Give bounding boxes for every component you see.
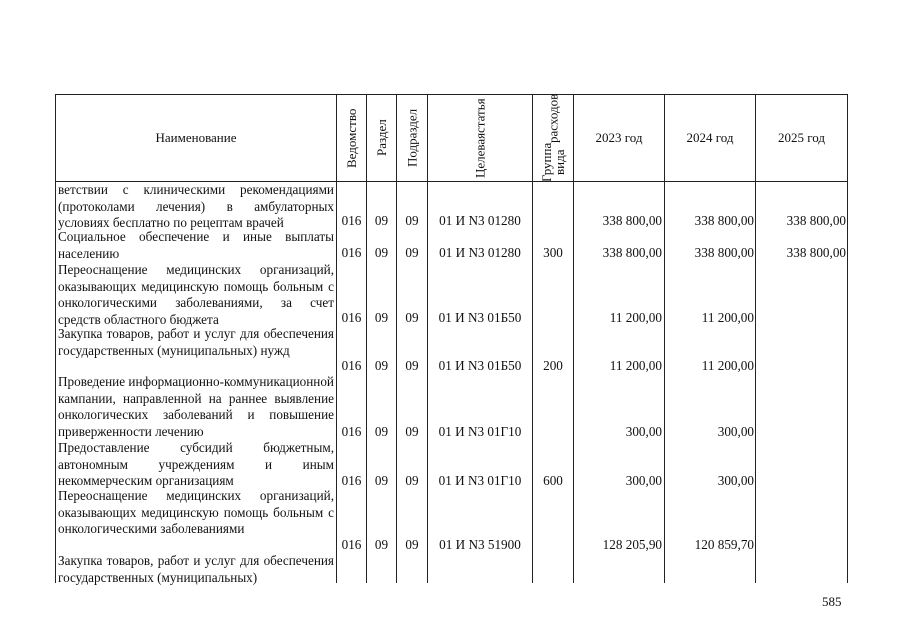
cell-podrazdel: 09 bbox=[405, 424, 419, 439]
cell-vedomstvo: 016 bbox=[341, 213, 362, 228]
header-group-line1: Группа вида bbox=[539, 143, 567, 183]
cell-2023: 11 200,00 bbox=[609, 358, 662, 373]
cell-2024: 11 200,00 bbox=[701, 358, 754, 373]
table-row-name: Переоснащение медицинских организаций, оказывающих медицинскую помощь больным с онкологическими заболеваниями bbox=[58, 488, 334, 536]
cell-2024: 11 200,00 bbox=[701, 310, 754, 325]
cell-2023: 338 800,00 bbox=[602, 213, 662, 228]
cell-target: 01 И N3 01Б50 bbox=[438, 358, 522, 373]
cell-podrazdel: 09 bbox=[405, 537, 419, 552]
cell-vedomstvo: 016 bbox=[341, 310, 362, 325]
cell-razdel: 09 bbox=[374, 473, 389, 488]
header-group-line2: расходов bbox=[545, 93, 561, 144]
cell-2023: 338 800,00 bbox=[602, 245, 662, 260]
cell-group: 600 bbox=[543, 473, 563, 488]
table-row-name: ветствии с клиническими рекомендациями (протоколами лечения) в амбулаторных условиях бесплатно по рецептам врачей bbox=[58, 182, 334, 230]
page-number: 585 bbox=[822, 594, 842, 609]
header-vedomstvo: Ведомство bbox=[344, 108, 359, 168]
cell-target: 01 И N3 01Г10 bbox=[438, 424, 522, 439]
cell-razdel: 09 bbox=[374, 424, 389, 439]
cell-razdel: 09 bbox=[374, 245, 389, 260]
table-row-name: Закупка товаров, работ и услуг для обеспечения государственных (муниципальных) нужд bbox=[58, 326, 334, 358]
col-border-9 bbox=[847, 94, 848, 583]
header-name: Наименование bbox=[155, 130, 237, 145]
cell-2025: 338 800,00 bbox=[786, 245, 846, 260]
cell-2024: 300,00 bbox=[717, 473, 754, 488]
table-row-name: Социальное обеспечение и иные выплаты населению bbox=[58, 229, 334, 261]
cell-2024: 338 800,00 bbox=[694, 245, 754, 260]
header-target-line2: статья bbox=[472, 98, 488, 133]
header-target-line1: Целевая bbox=[472, 132, 488, 178]
cell-target: 01 И N3 01Г10 bbox=[438, 473, 522, 488]
header-razdel: Раздел bbox=[374, 119, 389, 157]
cell-vedomstvo: 016 bbox=[341, 473, 362, 488]
cell-razdel: 09 bbox=[374, 537, 389, 552]
table-row-name: Переоснащение медицинских организаций, оказывающих медицинскую помощь больным с онкологическими заболеваниями, за счет средств областного бюджета bbox=[58, 262, 334, 327]
table-row-name: Предоставление субсидий бюджетным, автономным учреждениям и иным некоммерческим организациям bbox=[58, 440, 334, 488]
cell-podrazdel: 09 bbox=[405, 245, 419, 260]
cell-vedomstvo: 016 bbox=[341, 358, 362, 373]
cell-2024: 120 859,70 bbox=[694, 537, 754, 552]
cell-razdel: 09 bbox=[374, 213, 389, 228]
cell-2023: 300,00 bbox=[625, 473, 662, 488]
cell-target: 01 И N3 01Б50 bbox=[438, 310, 522, 325]
cell-group: 200 bbox=[543, 358, 563, 373]
cell-podrazdel: 09 bbox=[405, 310, 419, 325]
cell-podrazdel: 09 bbox=[405, 213, 419, 228]
cell-podrazdel: 09 bbox=[405, 473, 419, 488]
cell-podrazdel: 09 bbox=[405, 358, 419, 373]
cell-2023: 11 200,00 bbox=[609, 310, 662, 325]
header-expense-group bbox=[533, 95, 573, 181]
cell-2023: 300,00 bbox=[625, 424, 662, 439]
table-row-name: Закупка товаров, работ и услуг для обеспечения государственных (муниципальных) bbox=[58, 553, 334, 585]
cell-target: 01 И N3 01280 bbox=[439, 213, 521, 228]
cell-vedomstvo: 016 bbox=[341, 245, 362, 260]
header-year-2024: 2024 год bbox=[686, 130, 734, 145]
cell-2024: 300,00 bbox=[717, 424, 754, 439]
cell-vedomstvo: 016 bbox=[341, 424, 362, 439]
cell-2024: 338 800,00 bbox=[694, 213, 754, 228]
header-podrazdel: Подраздел bbox=[404, 108, 420, 168]
cell-target: 01 И N3 01280 bbox=[439, 245, 521, 260]
header-year-2025: 2025 год bbox=[778, 130, 825, 145]
cell-target: 01 И N3 51900 bbox=[439, 537, 521, 552]
table-row-name: Проведение информационно-коммуникационной кампании, направленной на раннее выявление онкологических заболеваний и повышение приверженности лечению bbox=[58, 374, 334, 439]
cell-2025: 338 800,00 bbox=[786, 213, 846, 228]
cell-2023: 128 205,90 bbox=[602, 537, 662, 552]
header-target-article bbox=[428, 95, 532, 181]
header-year-2023: 2023 год bbox=[595, 130, 643, 145]
cell-group: 300 bbox=[543, 245, 563, 260]
cell-razdel: 09 bbox=[374, 310, 389, 325]
cell-vedomstvo: 016 bbox=[341, 537, 362, 552]
cell-razdel: 09 bbox=[374, 358, 389, 373]
